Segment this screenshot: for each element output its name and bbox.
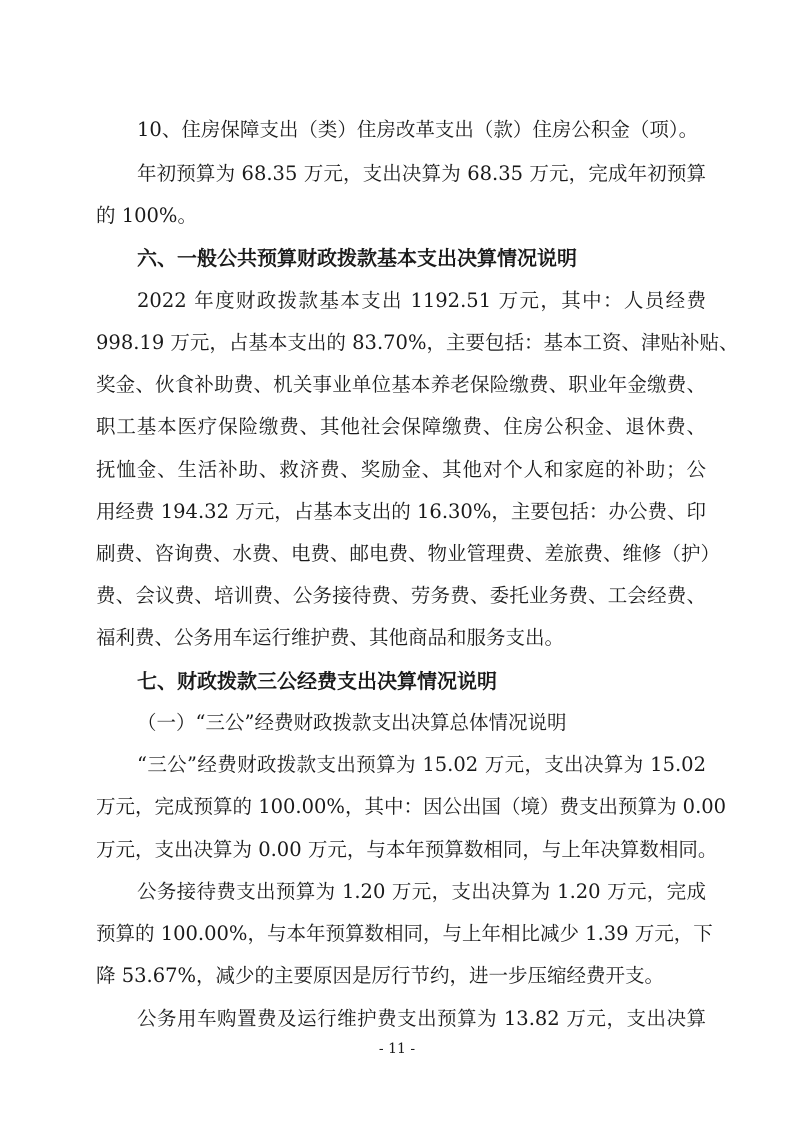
page-number: - 11 - [378,1041,416,1057]
paragraph-line: 万元，完成预算的 100.00%，其中：因公出国（境）费支出预算为 0.00 [96,795,727,818]
paragraph-line: “三公”经费财政拨款支出预算为 15.02 万元，支出决算为 15.02 [137,753,706,776]
paragraph-line: 降 53.67%，减少的主要原因是厉行节约，进一步压缩经费开支。 [96,964,665,987]
paragraph-line: 公务接待费支出预算为 1.20 万元，支出决算为 1.20 万元，完成 [137,880,706,903]
section-7-heading: 七、财政拨款三公经费支出决算情况说明 [137,669,497,693]
paragraph-line: 998.19 万元，占基本支出的 83.70%，主要包括：基本工资、津贴补贴、 [96,331,739,354]
section-6-heading: 六、一般公共预算财政拨款基本支出决算情况说明 [137,246,577,270]
paragraph-line: 刷费、咨询费、水费、电费、邮电费、物业管理费、差旅费、维修（护） [96,542,721,565]
paragraph-line: 抚恤金、生活补助、救济费、奖励金、其他对个人和家庭的补助；公 [96,458,706,481]
section-10-title: 10、住房保障支出（类）住房改革支出（款）住房公积金（项）。 [137,118,699,141]
paragraph-line: 公务用车购置费及运行维护费支出预算为 13.82 万元，支出决算 [137,1007,706,1030]
paragraph-line: 费、会议费、培训费、公务接待费、劳务费、委托业务费、工会经费、 [96,584,706,607]
paragraph-line: 年初预算为 68.35 万元，支出决算为 68.35 万元，完成年初预算 [137,162,706,185]
paragraph-line: 奖金、伙食补助费、机关事业单位基本养老保险缴费、职业年金缴费、 [96,373,706,396]
paragraph-line: 万元，支出决算为 0.00 万元，与本年预算数相同，与上年决算数相同。 [96,838,718,861]
subsection-heading: （一）“三公”经费财政拨款支出决算总体情况说明 [137,711,567,734]
paragraph-line: 的 100%。 [96,204,197,227]
paragraph-line: 2022 年度财政拨款基本支出 1192.51 万元，其中：人员经费 [137,289,706,312]
paragraph-line: 福利费、公务用车运行维护费、其他商品和服务支出。 [96,626,565,649]
paragraph-line: 职工基本医疗保险缴费、其他社会保障缴费、住房公积金、退休费、 [96,415,706,438]
paragraph-line: 用经费 194.32 万元，占基本支出的 16.30%，主要包括：办公费、印 [96,500,706,523]
paragraph-line: 预算的 100.00%，与本年预算数相同，与上年相比减少 1.39 万元，下 [96,922,713,945]
